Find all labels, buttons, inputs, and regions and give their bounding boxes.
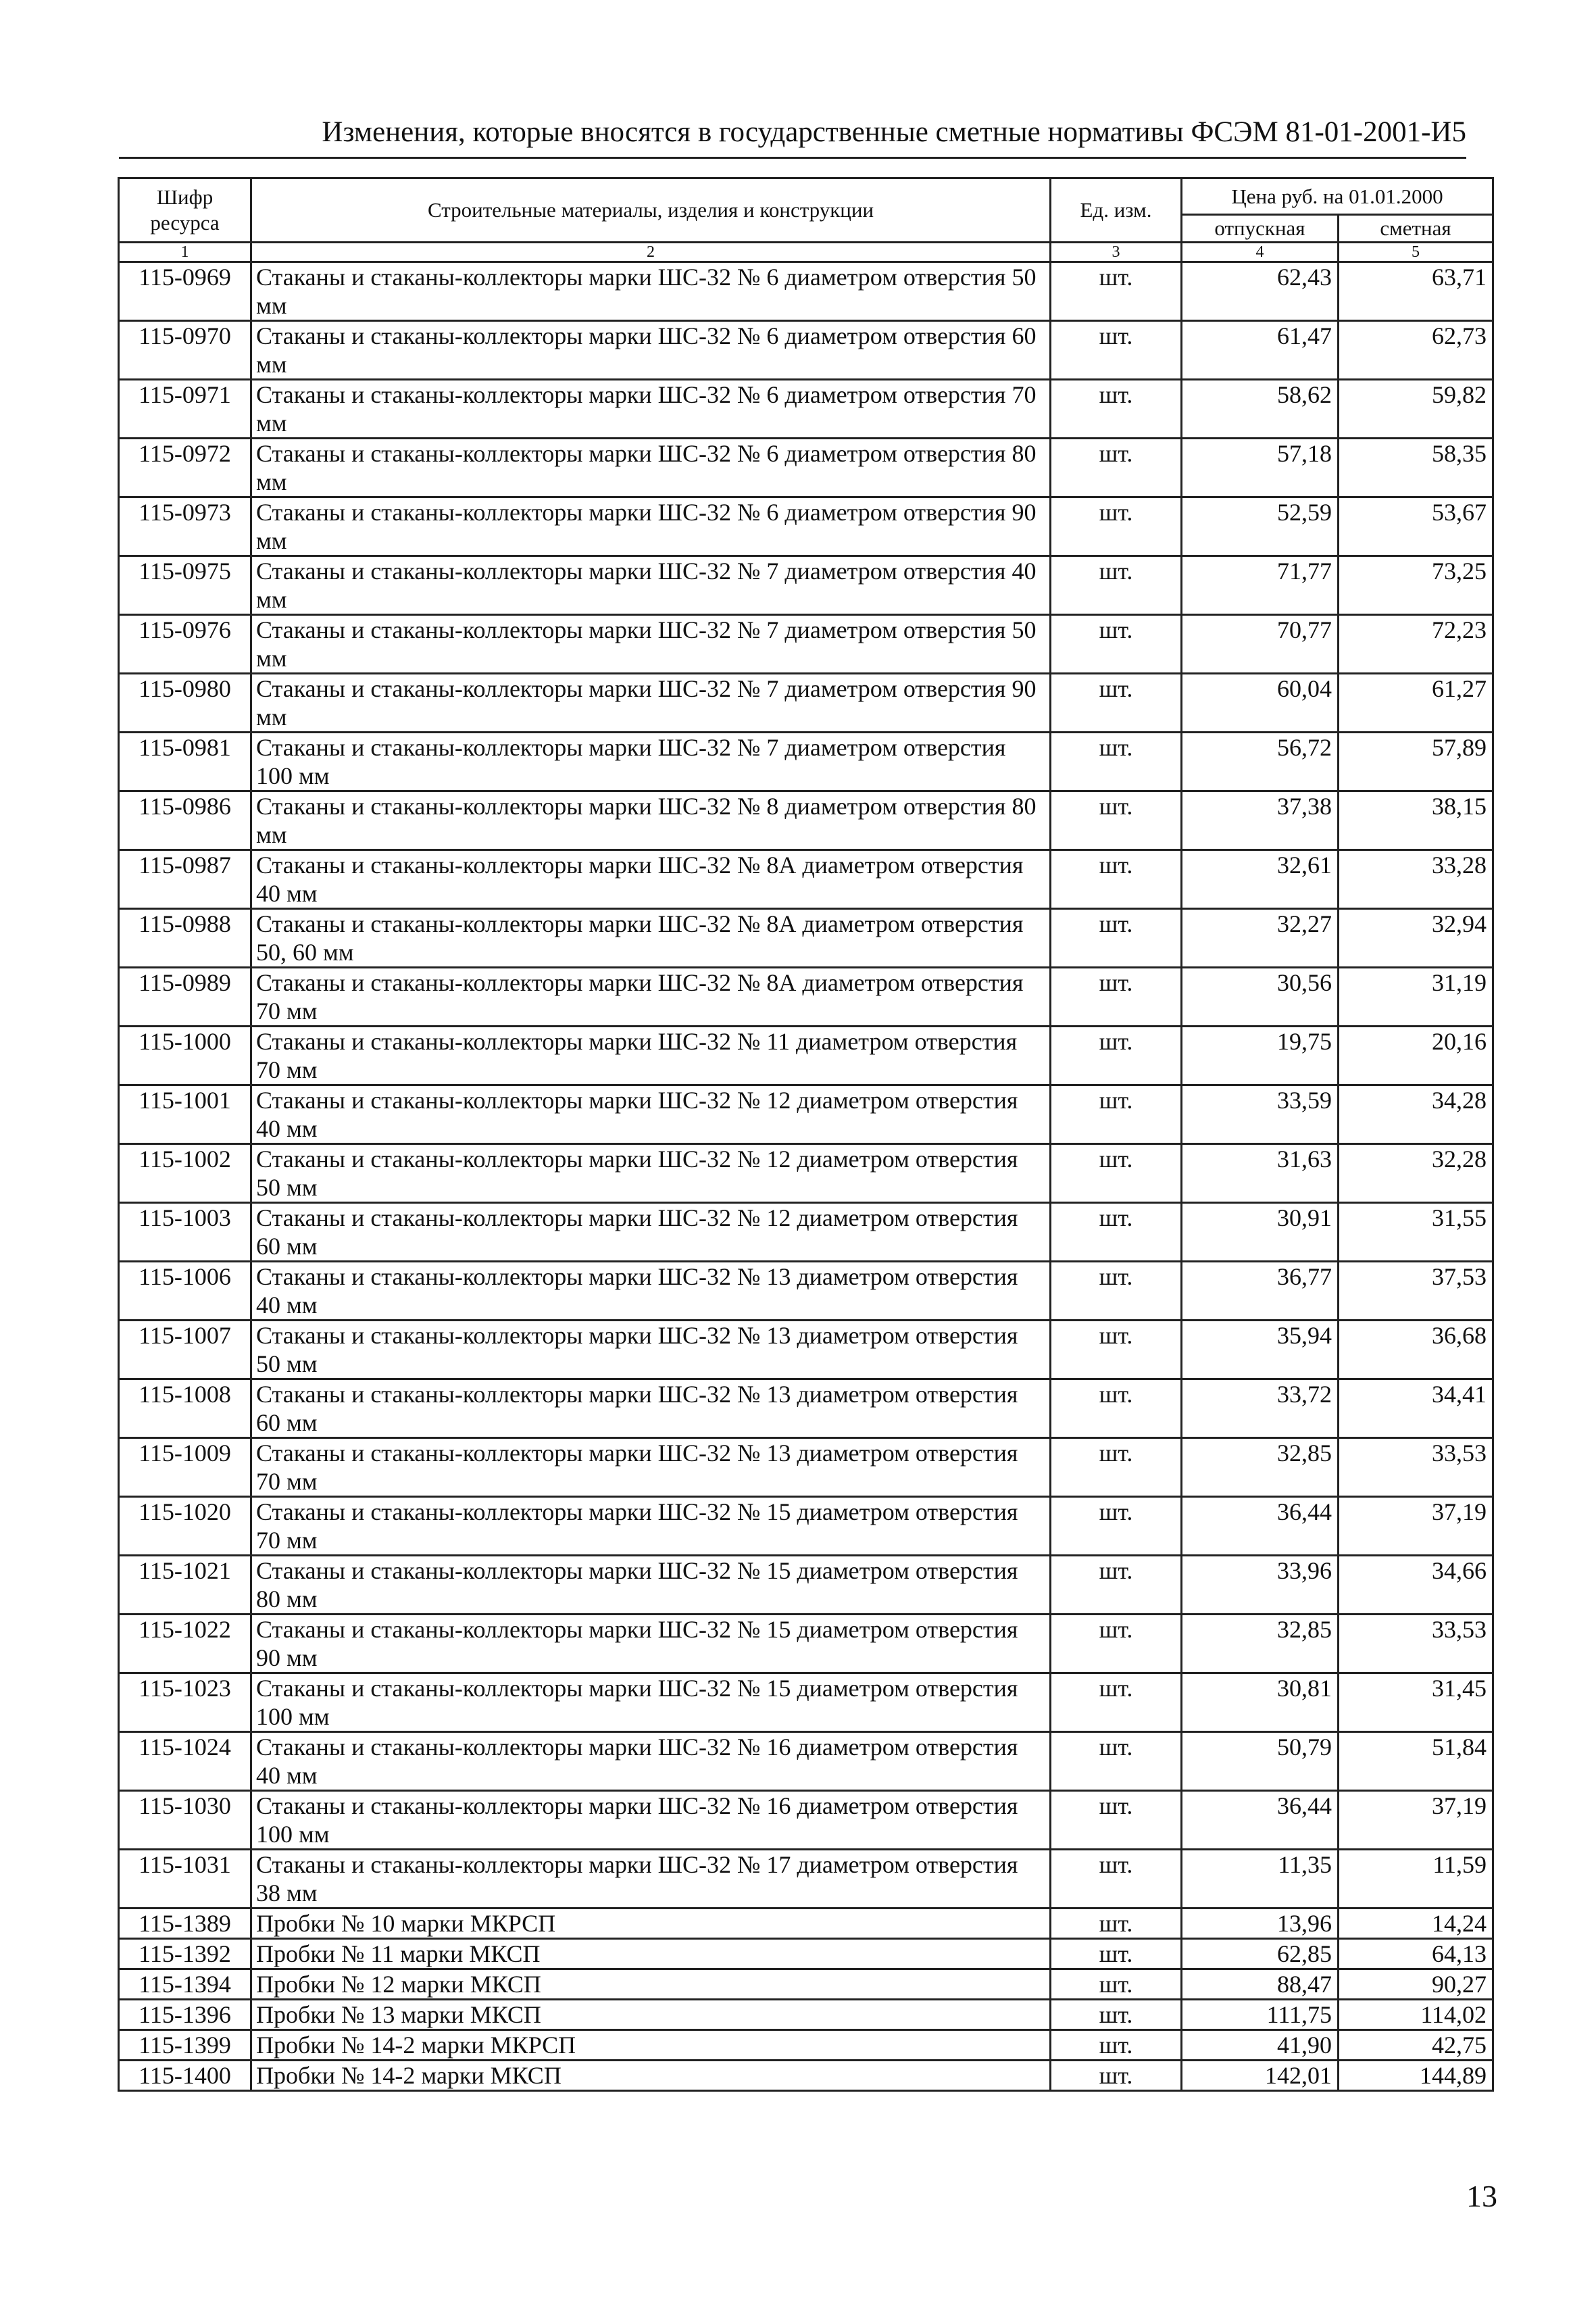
row-unit: шт.	[1051, 1321, 1182, 1379]
row-estimate-price: 32,28	[1339, 1144, 1493, 1203]
row-unit: шт.	[1051, 556, 1182, 615]
row-unit: шт.	[1051, 1615, 1182, 1673]
table-row	[119, 733, 1493, 791]
row-code: 115-1002	[119, 1144, 251, 1203]
header-name: Строительные материалы, изделия и конструкции	[251, 178, 1051, 243]
row-release-price: 32,27	[1182, 909, 1339, 968]
row-unit: шт.	[1051, 850, 1182, 909]
row-code: 115-0975	[119, 556, 251, 615]
table-row	[119, 1262, 1493, 1321]
row-unit: шт.	[1051, 733, 1182, 791]
row-release-price: 36,44	[1182, 1497, 1339, 1556]
row-estimate-price: 33,53	[1339, 1438, 1493, 1497]
column-number: 2	[251, 243, 1051, 262]
table-row	[119, 909, 1493, 968]
header-code: Шифр ресурса	[119, 178, 251, 243]
row-estimate-price: 72,23	[1339, 615, 1493, 674]
row-name: Стаканы и стаканы-коллекторы марки ШС-32 № 13 диаметром отверстия 50 мм	[251, 1321, 1051, 1379]
column-number: 3	[1051, 243, 1182, 262]
row-estimate-price: 57,89	[1339, 733, 1493, 791]
row-release-price: 142,01	[1182, 2061, 1339, 2091]
row-code: 115-0986	[119, 791, 251, 850]
row-unit: шт.	[1051, 1673, 1182, 1732]
row-release-price: 50,79	[1182, 1732, 1339, 1791]
row-unit: шт.	[1051, 1379, 1182, 1438]
row-code: 115-0989	[119, 968, 251, 1027]
row-unit: шт.	[1051, 321, 1182, 380]
row-estimate-price: 114,02	[1339, 2000, 1493, 2030]
table-row	[119, 791, 1493, 850]
row-unit: шт.	[1051, 1085, 1182, 1144]
row-release-price: 88,47	[1182, 1969, 1339, 2000]
row-release-price: 30,91	[1182, 1203, 1339, 1262]
table-row	[119, 1939, 1493, 1969]
table-row	[119, 1144, 1493, 1203]
row-estimate-price: 31,19	[1339, 968, 1493, 1027]
table-row	[119, 1085, 1493, 1144]
row-release-price: 60,04	[1182, 674, 1339, 733]
row-release-price: 111,75	[1182, 2000, 1339, 2030]
row-release-price: 58,62	[1182, 380, 1339, 439]
row-estimate-price: 37,53	[1339, 1262, 1493, 1321]
row-unit: шт.	[1051, 2030, 1182, 2061]
table-row	[119, 1969, 1493, 2000]
row-estimate-price: 38,15	[1339, 791, 1493, 850]
table-row	[119, 1027, 1493, 1085]
row-unit: шт.	[1051, 2061, 1182, 2091]
row-release-price: 31,63	[1182, 1144, 1339, 1203]
row-estimate-price: 64,13	[1339, 1939, 1493, 1969]
row-estimate-price: 20,16	[1339, 1027, 1493, 1085]
row-unit: шт.	[1051, 909, 1182, 968]
row-code: 115-1396	[119, 2000, 251, 2030]
row-release-price: 30,56	[1182, 968, 1339, 1027]
row-unit: шт.	[1051, 674, 1182, 733]
row-name: Стаканы и стаканы-коллекторы марки ШС-32 № 6 диаметром отверстия 90 мм	[251, 497, 1051, 556]
row-code: 115-0976	[119, 615, 251, 674]
row-unit: шт.	[1051, 1732, 1182, 1791]
row-name: Стаканы и стаканы-коллекторы марки ШС-32 № 7 диаметром отверстия 90 мм	[251, 674, 1051, 733]
row-name: Стаканы и стаканы-коллекторы марки ШС-32 № 8А диаметром отверстия 40 мм	[251, 850, 1051, 909]
table-row	[119, 2030, 1493, 2061]
row-name: Стаканы и стаканы-коллекторы марки ШС-32 № 8 диаметром отверстия 80 мм	[251, 791, 1051, 850]
column-number: 1	[119, 243, 251, 262]
row-code: 115-1024	[119, 1732, 251, 1791]
column-number: 5	[1339, 243, 1493, 262]
row-code: 115-1000	[119, 1027, 251, 1085]
row-code: 115-0969	[119, 262, 251, 321]
row-name: Стаканы и стаканы-коллекторы марки ШС-32 № 17 диаметром отверстия 38 мм	[251, 1850, 1051, 1909]
row-estimate-price: 144,89	[1339, 2061, 1493, 2091]
row-estimate-price: 11,59	[1339, 1850, 1493, 1909]
row-release-price: 33,59	[1182, 1085, 1339, 1144]
row-code: 115-1389	[119, 1909, 251, 1939]
row-name: Стаканы и стаканы-коллекторы марки ШС-32 № 12 диаметром отверстия 40 мм	[251, 1085, 1051, 1144]
table-row	[119, 439, 1493, 497]
row-name: Стаканы и стаканы-коллекторы марки ШС-32 № 15 диаметром отверстия 70 мм	[251, 1497, 1051, 1556]
row-name: Стаканы и стаканы-коллекторы марки ШС-32 № 15 диаметром отверстия 100 мм	[251, 1673, 1051, 1732]
table-row	[119, 1321, 1493, 1379]
page-header: Изменения, которые вносятся в государственные сметные нормативы ФСЭМ 81-01-2001-И5	[119, 114, 1466, 159]
row-release-price: 32,85	[1182, 1438, 1339, 1497]
table-row	[119, 1673, 1493, 1732]
column-number: 4	[1182, 243, 1339, 262]
row-release-price: 11,35	[1182, 1850, 1339, 1909]
row-name: Стаканы и стаканы-коллекторы марки ШС-32 № 12 диаметром отверстия 50 мм	[251, 1144, 1051, 1203]
row-code: 115-0972	[119, 439, 251, 497]
row-estimate-price: 32,94	[1339, 909, 1493, 968]
row-estimate-price: 33,28	[1339, 850, 1493, 909]
row-name: Стаканы и стаканы-коллекторы марки ШС-32 № 11 диаметром отверстия 70 мм	[251, 1027, 1051, 1085]
row-release-price: 35,94	[1182, 1321, 1339, 1379]
table-row	[119, 615, 1493, 674]
table-row	[119, 1909, 1493, 1939]
row-estimate-price: 31,45	[1339, 1673, 1493, 1732]
row-estimate-price: 51,84	[1339, 1732, 1493, 1791]
row-name: Стаканы и стаканы-коллекторы марки ШС-32 № 13 диаметром отверстия 70 мм	[251, 1438, 1051, 1497]
row-release-price: 32,85	[1182, 1615, 1339, 1673]
row-estimate-price: 37,19	[1339, 1791, 1493, 1850]
row-name: Стаканы и стаканы-коллекторы марки ШС-32 № 6 диаметром отверстия 80 мм	[251, 439, 1051, 497]
row-unit: шт.	[1051, 791, 1182, 850]
row-name: Пробки № 12 марки МКСП	[251, 1969, 1051, 2000]
table-row	[119, 2061, 1493, 2091]
row-release-price: 33,72	[1182, 1379, 1339, 1438]
header-unit: Ед. изм.	[1051, 178, 1182, 243]
row-release-price: 36,77	[1182, 1262, 1339, 1321]
row-name: Стаканы и стаканы-коллекторы марки ШС-32 № 8А диаметром отверстия 70 мм	[251, 968, 1051, 1027]
row-release-price: 37,38	[1182, 791, 1339, 850]
row-code: 115-0988	[119, 909, 251, 968]
row-unit: шт.	[1051, 1438, 1182, 1497]
row-name: Стаканы и стаканы-коллекторы марки ШС-32 № 13 диаметром отверстия 60 мм	[251, 1379, 1051, 1438]
row-release-price: 61,47	[1182, 321, 1339, 380]
header-price-estimate: сметная	[1339, 215, 1493, 243]
row-release-price: 13,96	[1182, 1909, 1339, 1939]
row-name: Стаканы и стаканы-коллекторы марки ШС-32 № 6 диаметром отверстия 70 мм	[251, 380, 1051, 439]
column-numbers-row	[119, 243, 1493, 262]
row-code: 115-1009	[119, 1438, 251, 1497]
page-number: 13	[1466, 2179, 1497, 2213]
row-name: Пробки № 13 марки МКСП	[251, 2000, 1051, 2030]
header-price-release: отпускная	[1182, 215, 1339, 243]
row-release-price: 70,77	[1182, 615, 1339, 674]
row-name: Пробки № 10 марки МКРСП	[251, 1909, 1051, 1939]
row-unit: шт.	[1051, 1556, 1182, 1615]
row-release-price: 62,85	[1182, 1939, 1339, 1969]
row-name: Стаканы и стаканы-коллекторы марки ШС-32 № 12 диаметром отверстия 60 мм	[251, 1203, 1051, 1262]
row-code: 115-0971	[119, 380, 251, 439]
row-code: 115-1399	[119, 2030, 251, 2061]
table-row	[119, 1615, 1493, 1673]
row-unit: шт.	[1051, 968, 1182, 1027]
row-name: Пробки № 14-2 марки МКРСП	[251, 2030, 1051, 2061]
table-row	[119, 497, 1493, 556]
row-code: 115-1021	[119, 1556, 251, 1615]
row-unit: шт.	[1051, 2000, 1182, 2030]
row-code: 115-1020	[119, 1497, 251, 1556]
row-name: Стаканы и стаканы-коллекторы марки ШС-32 № 15 диаметром отверстия 90 мм	[251, 1615, 1051, 1673]
row-estimate-price: 34,41	[1339, 1379, 1493, 1438]
row-release-price: 30,81	[1182, 1673, 1339, 1732]
row-name: Стаканы и стаканы-коллекторы марки ШС-32 № 6 диаметром отверстия 60 мм	[251, 321, 1051, 380]
row-name: Пробки № 11 марки МКСП	[251, 1939, 1051, 1969]
row-estimate-price: 36,68	[1339, 1321, 1493, 1379]
header-price-group: Цена руб. на 01.01.2000	[1182, 178, 1493, 215]
row-release-price: 36,44	[1182, 1791, 1339, 1850]
row-release-price: 33,96	[1182, 1556, 1339, 1615]
row-code: 115-1030	[119, 1791, 251, 1850]
row-code: 115-1006	[119, 1262, 251, 1321]
row-code: 115-0973	[119, 497, 251, 556]
row-release-price: 62,43	[1182, 262, 1339, 321]
row-code: 115-0970	[119, 321, 251, 380]
row-release-price: 71,77	[1182, 556, 1339, 615]
table-row	[119, 1850, 1493, 1909]
table-row	[119, 1379, 1493, 1438]
row-unit: шт.	[1051, 1144, 1182, 1203]
row-release-price: 19,75	[1182, 1027, 1339, 1085]
table-row	[119, 1203, 1493, 1262]
row-name: Стаканы и стаканы-коллекторы марки ШС-32 № 7 диаметром отверстия 40 мм	[251, 556, 1051, 615]
row-code: 115-0980	[119, 674, 251, 733]
row-name: Стаканы и стаканы-коллекторы марки ШС-32 № 13 диаметром отверстия 40 мм	[251, 1262, 1051, 1321]
row-code: 115-1001	[119, 1085, 251, 1144]
row-unit: шт.	[1051, 1262, 1182, 1321]
row-unit: шт.	[1051, 262, 1182, 321]
table-row	[119, 1556, 1493, 1615]
row-estimate-price: 73,25	[1339, 556, 1493, 615]
table-row	[119, 262, 1493, 321]
row-name: Стаканы и стаканы-коллекторы марки ШС-32 № 7 диаметром отверстия 100 мм	[251, 733, 1051, 791]
row-unit: шт.	[1051, 497, 1182, 556]
row-code: 115-1400	[119, 2061, 251, 2091]
row-code: 115-1394	[119, 1969, 251, 2000]
row-code: 115-1023	[119, 1673, 251, 1732]
row-release-price: 32,61	[1182, 850, 1339, 909]
row-estimate-price: 63,71	[1339, 262, 1493, 321]
row-code: 115-0987	[119, 850, 251, 909]
row-code: 115-1007	[119, 1321, 251, 1379]
table-row	[119, 321, 1493, 380]
row-name: Стаканы и стаканы-коллекторы марки ШС-32 № 8А диаметром отверстия 50, 60 мм	[251, 909, 1051, 968]
row-code: 115-1022	[119, 1615, 251, 1673]
resources-table	[118, 177, 1494, 2092]
table-row	[119, 380, 1493, 439]
row-estimate-price: 37,19	[1339, 1497, 1493, 1556]
row-release-price: 52,59	[1182, 497, 1339, 556]
table-row	[119, 2000, 1493, 2030]
row-estimate-price: 62,73	[1339, 321, 1493, 380]
row-name: Стаканы и стаканы-коллекторы марки ШС-32 № 16 диаметром отверстия 100 мм	[251, 1791, 1051, 1850]
row-unit: шт.	[1051, 615, 1182, 674]
table-row	[119, 1732, 1493, 1791]
row-estimate-price: 34,66	[1339, 1556, 1493, 1615]
table-row	[119, 1497, 1493, 1556]
row-unit: шт.	[1051, 1203, 1182, 1262]
row-unit: шт.	[1051, 380, 1182, 439]
row-unit: шт.	[1051, 1497, 1182, 1556]
table-row	[119, 556, 1493, 615]
row-estimate-price: 58,35	[1339, 439, 1493, 497]
row-release-price: 57,18	[1182, 439, 1339, 497]
row-unit: шт.	[1051, 1027, 1182, 1085]
row-estimate-price: 42,75	[1339, 2030, 1493, 2061]
row-estimate-price: 33,53	[1339, 1615, 1493, 1673]
row-estimate-price: 53,67	[1339, 497, 1493, 556]
row-release-price: 56,72	[1182, 733, 1339, 791]
row-code: 115-0981	[119, 733, 251, 791]
table-row	[119, 850, 1493, 909]
row-name: Стаканы и стаканы-коллекторы марки ШС-32 № 15 диаметром отверстия 80 мм	[251, 1556, 1051, 1615]
row-code: 115-1392	[119, 1939, 251, 1969]
row-estimate-price: 59,82	[1339, 380, 1493, 439]
row-name: Стаканы и стаканы-коллекторы марки ШС-32 № 7 диаметром отверстия 50 мм	[251, 615, 1051, 674]
row-name: Пробки № 14-2 марки МКСП	[251, 2061, 1051, 2091]
row-estimate-price: 31,55	[1339, 1203, 1493, 1262]
row-unit: шт.	[1051, 1850, 1182, 1909]
row-unit: шт.	[1051, 1791, 1182, 1850]
row-name: Стаканы и стаканы-коллекторы марки ШС-32 № 6 диаметром отверстия 50 мм	[251, 262, 1051, 321]
row-code: 115-1008	[119, 1379, 251, 1438]
table-row	[119, 1438, 1493, 1497]
row-code: 115-1031	[119, 1850, 251, 1909]
row-unit: шт.	[1051, 1939, 1182, 1969]
row-release-price: 41,90	[1182, 2030, 1339, 2061]
row-unit: шт.	[1051, 1909, 1182, 1939]
row-estimate-price: 90,27	[1339, 1969, 1493, 2000]
table-row	[119, 674, 1493, 733]
row-estimate-price: 14,24	[1339, 1909, 1493, 1939]
row-estimate-price: 34,28	[1339, 1085, 1493, 1144]
row-name: Стаканы и стаканы-коллекторы марки ШС-32 № 16 диаметром отверстия 40 мм	[251, 1732, 1051, 1791]
table-row	[119, 1791, 1493, 1850]
row-code: 115-1003	[119, 1203, 251, 1262]
table-row	[119, 968, 1493, 1027]
row-unit: шт.	[1051, 439, 1182, 497]
row-unit: шт.	[1051, 1969, 1182, 2000]
row-estimate-price: 61,27	[1339, 674, 1493, 733]
